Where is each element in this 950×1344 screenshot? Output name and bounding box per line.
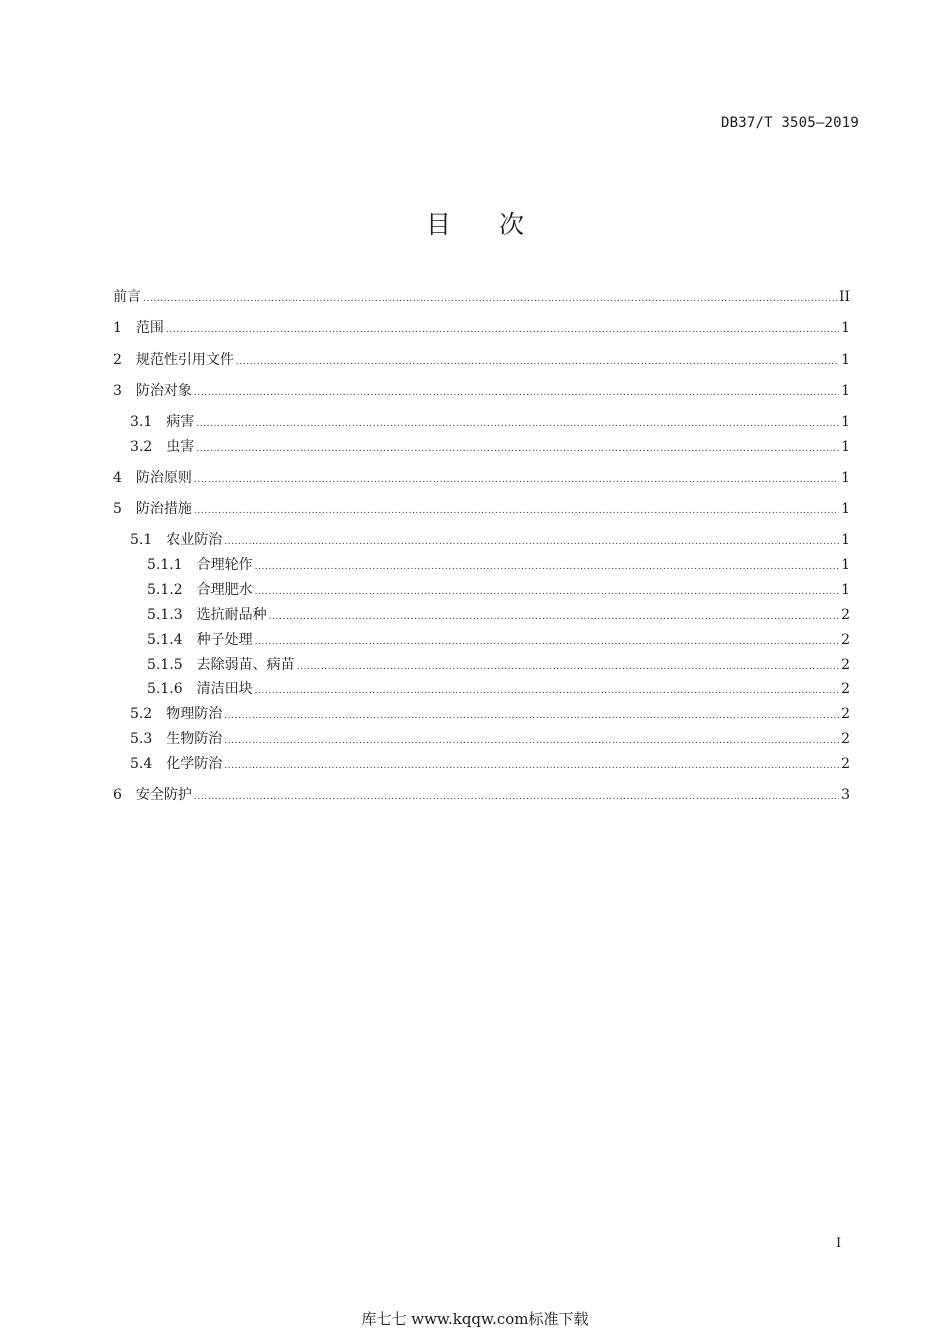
toc-entry-label: 规范性引用文件	[135, 352, 234, 368]
toc-entry-number: 5	[113, 501, 136, 517]
toc-entry-page: 1	[841, 352, 850, 368]
toc-entry-label: 合理轮作	[196, 557, 253, 573]
toc-entry-page: 2	[841, 706, 850, 722]
toc-entry-page: 1	[841, 383, 850, 399]
toc-entry-6[interactable]	[113, 786, 850, 804]
toc-entry-number: 2	[113, 352, 136, 368]
toc-entry-label: 清洁田块	[196, 681, 253, 697]
toc-entry-number: 3	[113, 383, 136, 399]
page-title: 目次	[425, 210, 572, 239]
toc-entry-5[interactable]	[113, 500, 850, 518]
toc-leader-dots	[143, 290, 837, 308]
toc-entry-page: 1	[841, 557, 850, 573]
toc-entry-page: II	[838, 289, 850, 305]
toc-entry-number: 5.1.5	[147, 657, 197, 673]
toc-entry-page: 2	[841, 607, 850, 623]
toc-entry-number: 4	[113, 470, 136, 486]
toc-entry-4[interactable]	[113, 469, 850, 487]
toc-entry-page: 1	[841, 320, 850, 336]
toc-entry-1[interactable]	[113, 319, 850, 337]
toc-entry-number: 1	[113, 320, 136, 336]
toc-entry-label: 防治措施	[135, 501, 192, 517]
toc-entry-number: 5.1.6	[147, 681, 197, 697]
toc-entry-number: 5.2	[130, 706, 167, 722]
toc-entry-3-1[interactable]	[130, 413, 850, 431]
toc-leader-dots	[255, 583, 839, 601]
toc-leader-dots	[196, 440, 839, 458]
toc-leader-dots	[224, 732, 839, 750]
toc-entry-number: 3.1	[130, 414, 167, 430]
toc-leader-dots	[166, 321, 839, 339]
toc-entry-number: 5.1	[130, 532, 167, 548]
toc-entry-label: 选抗耐品种	[196, 607, 267, 623]
toc-leader-dots	[224, 757, 839, 775]
toc-entry-page: 2	[841, 632, 850, 648]
toc-entry-label: 化学防治	[166, 756, 223, 772]
toc-entry-page: 1	[841, 470, 850, 486]
toc-entry-page: 2	[841, 657, 850, 673]
toc-entry-page: 2	[841, 731, 850, 747]
toc-entry-label: 去除弱苗、病苗	[196, 657, 295, 673]
toc-entry-label: 虫害	[166, 439, 195, 455]
toc-leader-dots	[196, 415, 839, 433]
toc-entry-5-1-4[interactable]	[147, 631, 850, 649]
toc-entry-5-1-3[interactable]	[147, 606, 850, 624]
toc-entry-5-1-1[interactable]	[147, 556, 850, 574]
toc-leader-dots	[255, 633, 839, 651]
toc-entry-number: 5.3	[130, 731, 167, 747]
toc-entry-page: 2	[841, 681, 850, 697]
toc-leader-dots	[236, 353, 839, 371]
toc-entry-5-1-6[interactable]	[147, 680, 850, 698]
toc-entry-5-4[interactable]	[130, 755, 850, 773]
toc-leader-dots	[269, 608, 839, 626]
toc-leader-dots	[224, 533, 839, 551]
toc-leader-dots	[255, 558, 839, 576]
toc-entry-2[interactable]	[113, 351, 850, 369]
toc-entry-number: 3.2	[130, 439, 167, 455]
toc-entry-5-3[interactable]	[130, 730, 850, 748]
toc-entry-5-1[interactable]	[130, 531, 850, 549]
toc-entry-number: 5.4	[130, 756, 167, 772]
page-number: I	[836, 1236, 842, 1251]
toc-entry-label: 防治原则	[135, 470, 192, 486]
toc-entry-foreword[interactable]	[113, 288, 850, 306]
toc-entry-label: 农业防治	[166, 532, 223, 548]
toc-entry-label: 安全防护	[135, 787, 192, 803]
toc-leader-dots	[194, 788, 839, 806]
toc-entry-page: 1	[841, 439, 850, 455]
toc-leader-dots	[297, 658, 839, 676]
toc-entry-label: 生物防治	[166, 731, 223, 747]
toc-entry-number: 5.1.2	[147, 582, 197, 598]
toc-entry-page: 1	[841, 582, 850, 598]
toc-leader-dots	[255, 682, 839, 700]
toc-entry-number: 5.1.4	[147, 632, 197, 648]
toc-entry-5-1-5[interactable]	[147, 656, 850, 674]
toc-leader-dots	[194, 471, 839, 489]
toc-leader-dots	[194, 502, 839, 520]
footer-watermark-text: 库七七 www.kqqw.com标准下载	[361, 1310, 589, 1328]
toc-entry-label: 前言	[113, 289, 141, 305]
toc-entry-page: 1	[841, 414, 850, 430]
toc-entry-label: 合理肥水	[196, 582, 253, 598]
toc-entry-page: 3	[841, 787, 850, 803]
toc-leader-dots	[224, 707, 839, 725]
toc-entry-number: 6	[113, 787, 136, 803]
toc-entry-page: 1	[841, 501, 850, 517]
toc-entry-page: 2	[841, 756, 850, 772]
toc-entry-3[interactable]	[113, 382, 850, 400]
toc-entry-label: 范围	[135, 320, 164, 336]
toc-entry-label: 病害	[166, 414, 195, 430]
toc-entry-page: 1	[841, 532, 850, 548]
toc-entry-number: 5.1.3	[147, 607, 197, 623]
toc-entry-label: 物理防治	[166, 706, 223, 722]
toc-leader-dots	[194, 384, 839, 402]
toc-entry-5-2[interactable]	[130, 705, 850, 723]
toc-entry-number: 5.1.1	[147, 557, 197, 573]
toc-entry-5-1-2[interactable]	[147, 581, 850, 599]
standard-code: DB37/T 3505—2019	[720, 115, 859, 131]
toc-entry-3-2[interactable]	[130, 438, 850, 456]
toc-entry-label: 防治对象	[135, 383, 192, 399]
toc-entry-label: 种子处理	[196, 632, 253, 648]
